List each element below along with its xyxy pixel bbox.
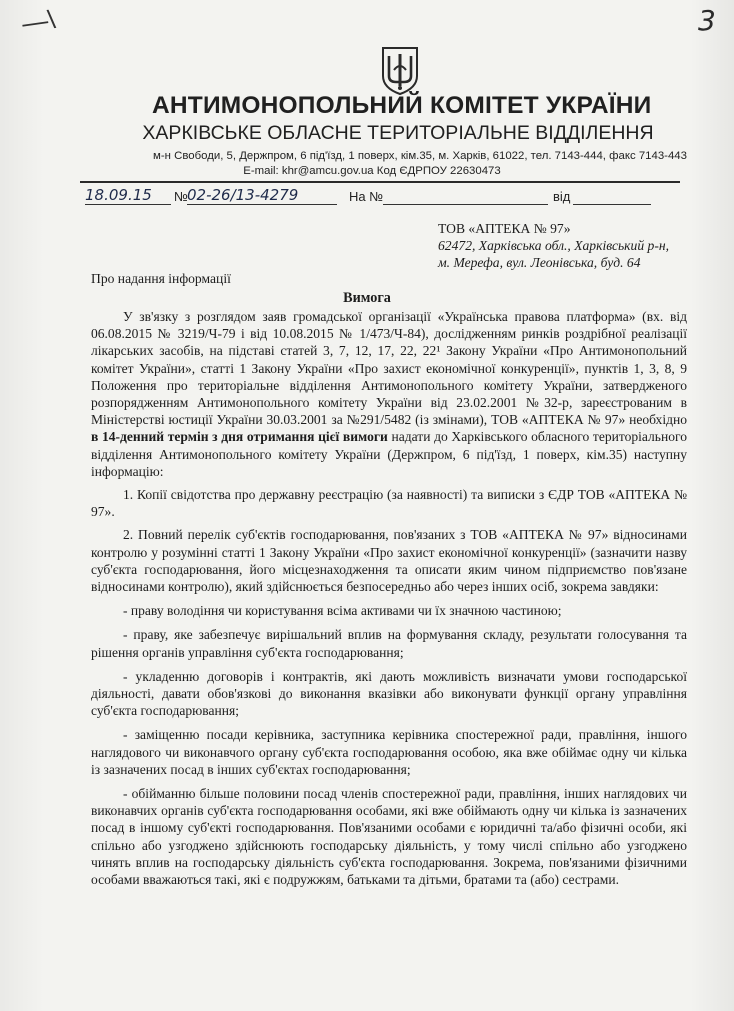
document-body bbox=[91, 308, 687, 888]
intro-paragraph bbox=[91, 308, 687, 480]
date-number-row bbox=[85, 186, 685, 210]
intro-text-continued: надати до Харківського обласного територіального відділення Антимонопольного комітету України (Держпром, 6 під'їзд, 1 поверх, кім.35) наступну інформацію: bbox=[91, 429, 687, 479]
reply-fill-line bbox=[383, 204, 548, 205]
subject-line: Про надання інформації bbox=[91, 271, 231, 286]
handwritten-page-number: 3 bbox=[698, 4, 716, 37]
control-criterion-4: - заміщенню посади керівника, заступника керівника спостережної ради, правління, іншого наглядового чи виконавчого органу суб'єкта господарювання особою, яка вже обіймає одну чи кілька із зазначених посад в інших суб'єктах господарювання; bbox=[91, 727, 687, 777]
handwritten-date: 18.09.15 bbox=[85, 186, 152, 204]
from-label: від bbox=[553, 189, 571, 204]
control-criterion-1: - праву володіння чи користування всіма активами чи їх значною частиною; bbox=[123, 603, 562, 619]
number-fill-line bbox=[187, 204, 337, 205]
recipient-address-line-2: м. Мерефа, вул. Леонівська, буд. 64 bbox=[438, 255, 641, 270]
org-address: м-н Свободи, 5, Держпром, 6 під'їзд, 1 поверх, кім.35, м. Харків, 61022, тел. 7143-444, факс 7143-443 bbox=[153, 150, 687, 162]
reply-to-label: На № bbox=[349, 189, 384, 204]
intro-text: У зв'язку з розглядом заяв громадської організації «Українська правова платформа» (вх. від 06.08.2015 № 3219/Ч-79 і від 10.08.2015 № 1/473/Ч-84), дослідженням ринків роздрібної реалізації лікарських засобів, на підставі статей 3, 7, 12, 17, 22, 22¹ Закону України «Про Антимонопольний комітет України», статті 1 Закону України «Про захист економічної конкуренції», пунктів 1, 3, 8, 9 Положення про територіальне відділення Антимонопольного комітету України, затвердженого розпорядженням Антимонопольного комітету України від 23.02.2001 №32-р, зареєстрованим в Міністерстві юстиції України 30.03.2001 за №291/5482 (із змінами), ТОВ «АПТЕКА № 97» необхідно bbox=[91, 309, 687, 428]
request-item-1: 1. Копії свідотства про державну реєстрацію (за наявності) та виписки з ЄДР ТОВ «АПТЕКА № 97». bbox=[91, 487, 687, 520]
letterhead-divider bbox=[80, 181, 680, 183]
document-heading: Вимога bbox=[343, 290, 391, 306]
handwritten-corner-mark: —\ bbox=[20, 3, 58, 39]
recipient-name: ТОВ «АПТЕКА № 97» bbox=[438, 221, 571, 236]
deadline-emphasis: в 14-денний термін з дня отримання цієї вимоги bbox=[91, 429, 388, 445]
control-criterion-2: - праву, яке забезпечує вирішальний вплив на формування складу, результати голосування та рішення органів управління суб'єкта господарювання; bbox=[91, 627, 687, 660]
org-subtitle: ХАРКІВСЬКЕ ОБЛАСНЕ ТЕРИТОРІАЛЬНЕ ВІДДІЛЕННЯ bbox=[142, 122, 654, 144]
control-criterion-5: - обійманню більше половини посад членів спостережної ради, правління, інших наглядових чи виконавчих органів суб'єкта господарювання особами, які вже обіймають одну чи кілька із зазначених посад в іншому суб'єкті господарювання. Пов'язаними особами є юридичні та/або фізичні особи, які спільно або узгоджено здійснюють господарську діяльність, у тому числі спільно або узгоджено чинять вплив на господарську діяльність суб'єкта господарювання. Зокрема, пов'язаними фізичними особами вважаються такі, які є подружжям, батьками та дітьми, братами та (або) сестрами. bbox=[91, 786, 687, 888]
request-item-2: 2. Повний перелік суб'єктів господарювання, пов'язаних з ТОВ «АПТЕКА № 97» відносинами контролю у розумінні статті 1 Закону України «Про захист економічної конкуренції» (зазначити назву суб'єкта господарювання, його місцезнаходження та описати яким чином підприємство пов'язане відносинами контролю), який здійснюється безпосередньо або через інших осіб, зокрема завдяки: bbox=[91, 527, 687, 595]
control-criterion-3: - укладенню договорів і контрактів, які дають можливість визначати умови господарської діяльності, давати обов'язкові до виконання вказівки або виконувати функції органу управління суб'єкта господарювання; bbox=[91, 668, 687, 719]
recipient-block bbox=[438, 220, 728, 271]
outgoing-number-label: № bbox=[174, 189, 188, 204]
handwritten-outgoing-number: 02-26/13-4279 bbox=[187, 186, 299, 204]
ukraine-trident-emblem-icon bbox=[380, 46, 420, 96]
org-contact: E-mail: khr@amcu.gov.ua Код ЄДРПОУ 22630473 bbox=[243, 165, 501, 177]
from-fill-line bbox=[573, 204, 651, 205]
org-title: АНТИМОНОПОЛЬНИЙ КОМІТЕТ УКРАЇНИ bbox=[152, 92, 652, 119]
recipient-address-line-1: 62472, Харківська обл., Харківський р-н, bbox=[438, 238, 670, 253]
date-fill-line bbox=[85, 204, 171, 205]
